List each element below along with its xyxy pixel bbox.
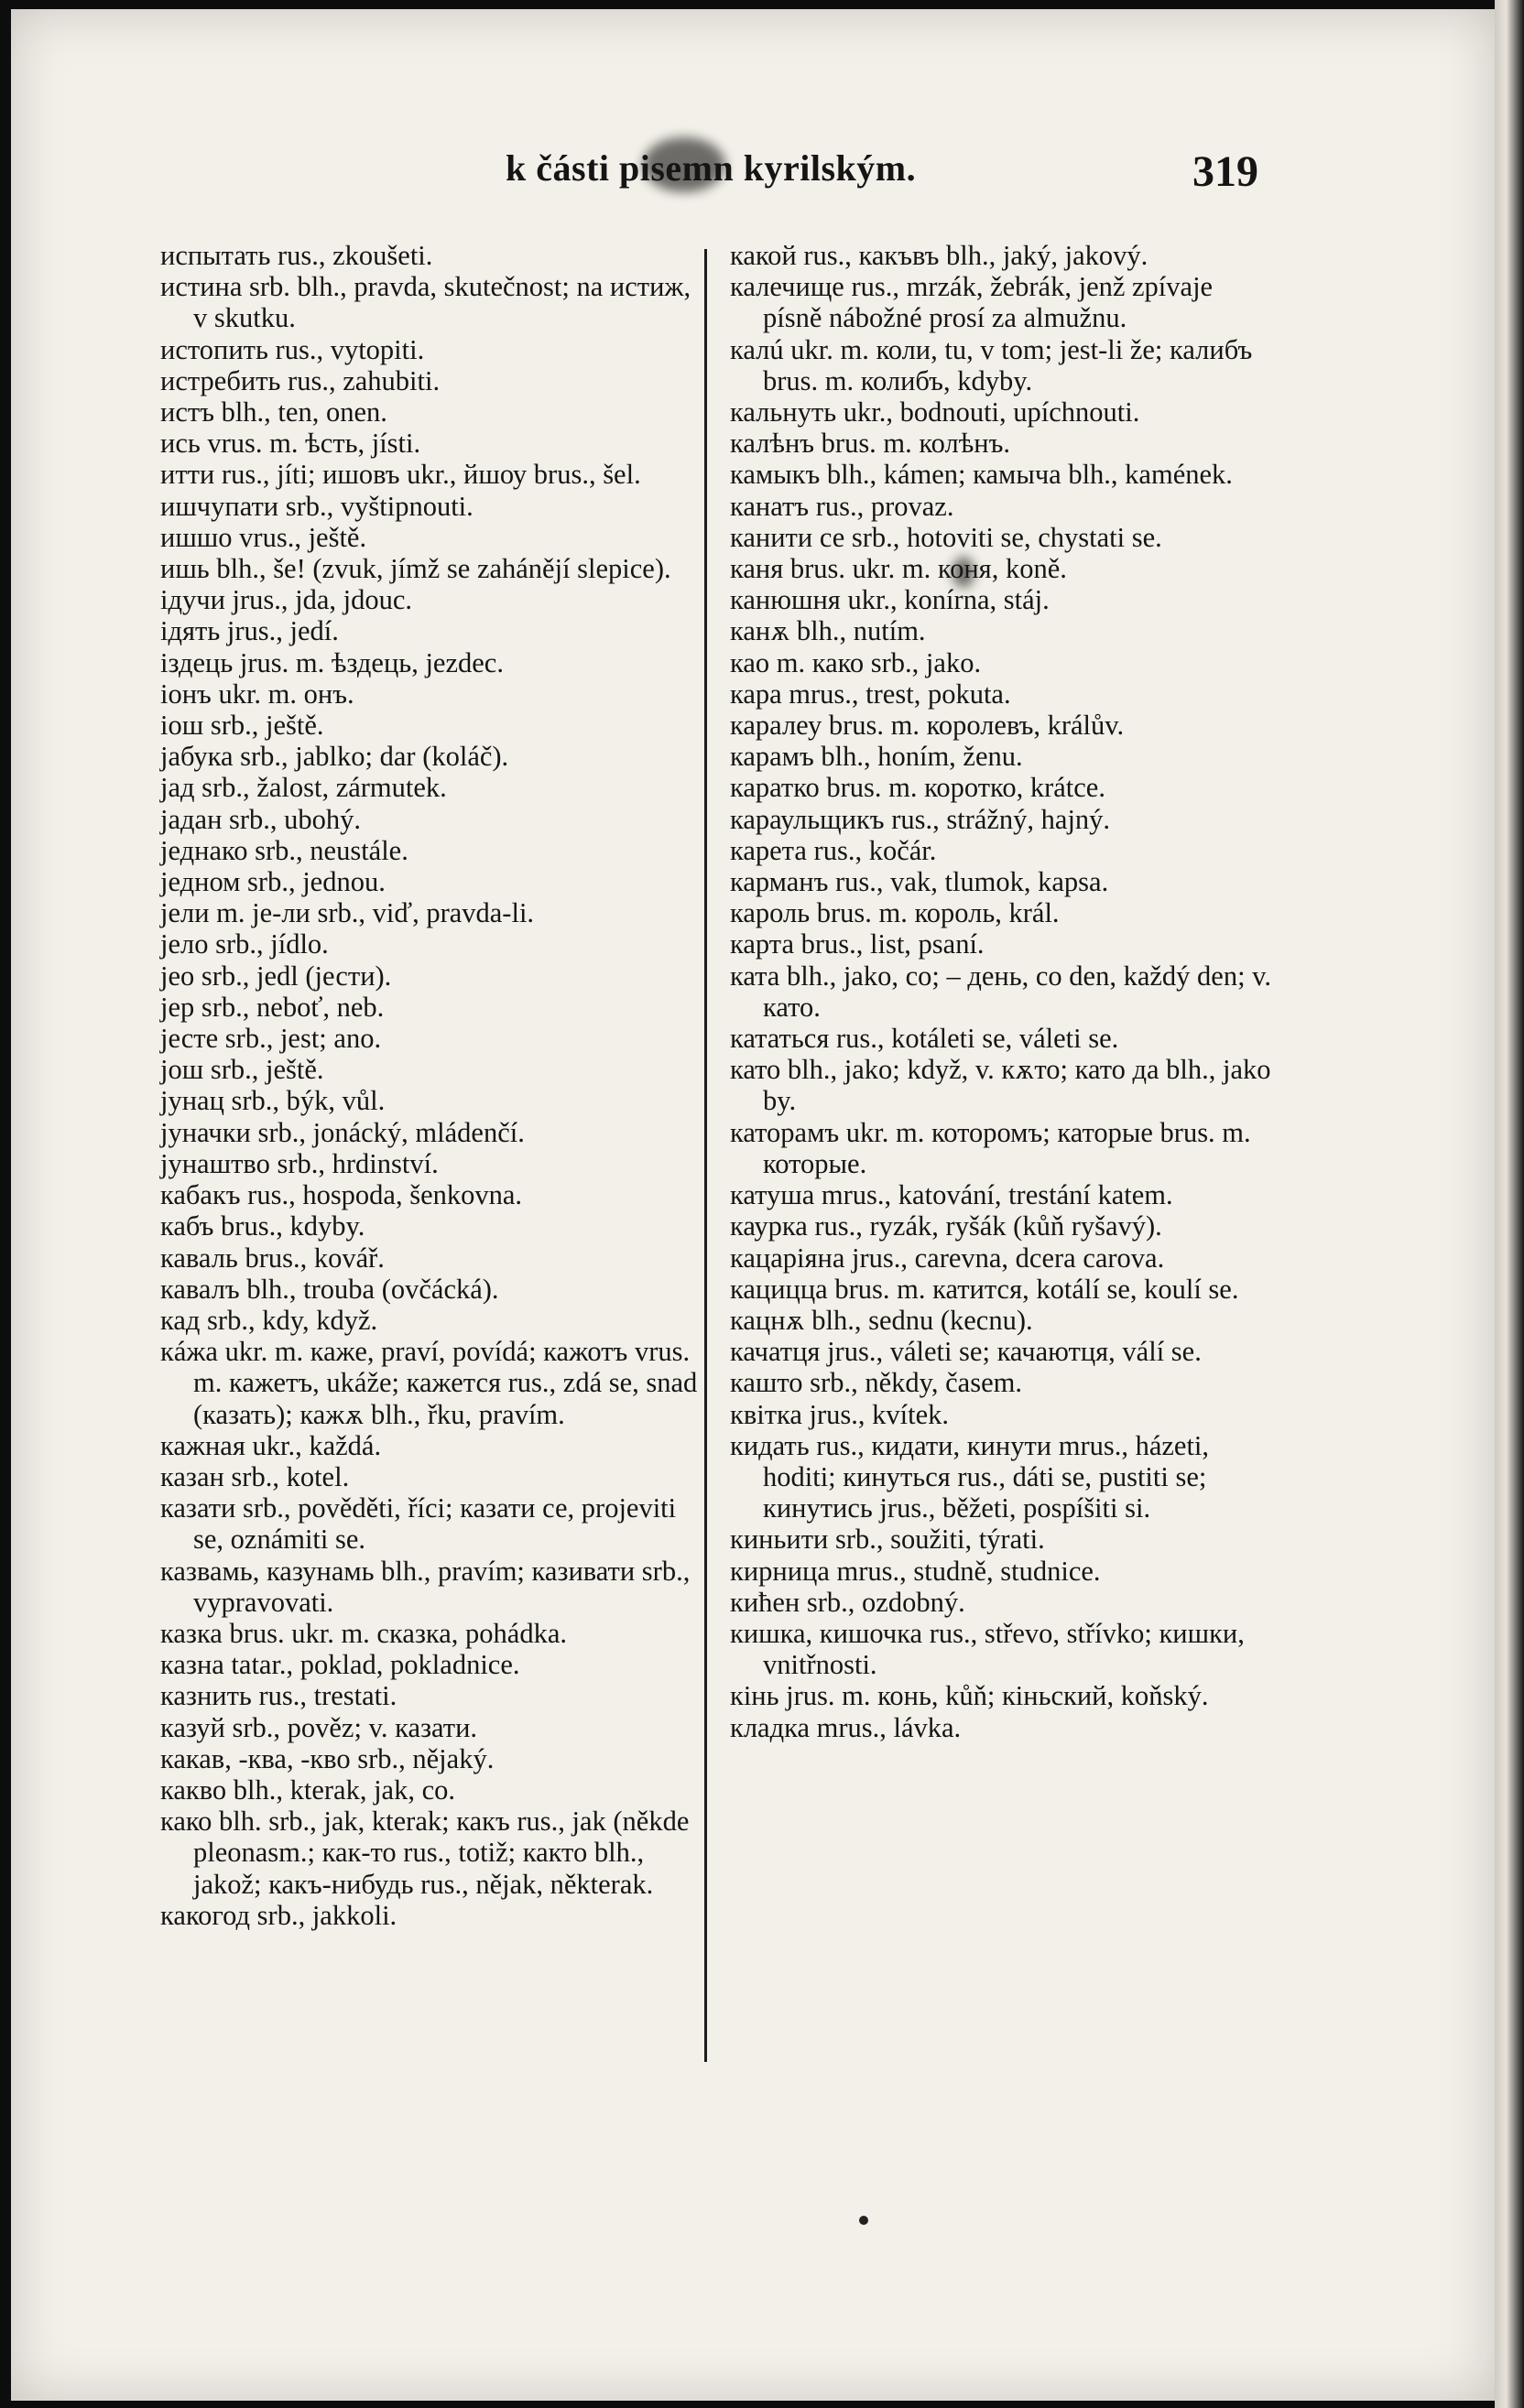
right-column <box>730 240 1275 1743</box>
dictionary-entry: кабакъ rus., hospoda, šenkovna. <box>160 1179 523 1211</box>
dictionary-entry: јело srb., jídlo. <box>160 928 329 960</box>
dictionary-entry: карта brus., list, psaní. <box>730 928 985 960</box>
dictionary-entry: казнить rus., trestati. <box>160 1680 397 1712</box>
dictionary-entry: кабъ brus., kdyby. <box>160 1210 365 1242</box>
dictionary-entry: јабука srb., jablko; dar (koláč). <box>160 741 509 773</box>
dictionary-entry: кароль brus. m. король, král. <box>730 897 1060 929</box>
dictionary-entry: канюшня ukr., konírna, stáj. <box>730 584 1050 616</box>
dictionary-entry: калú ukr. m. коли, tu, v tom; jest-li že; калибъ brus. m. колибъ, kdyby. <box>730 333 1253 396</box>
dictionary-entry: ишь blh., še! (zvuk, jímž se zahánějí slepice). <box>160 553 671 585</box>
scan-border <box>1495 0 1524 2408</box>
dictionary-entry: кидать rus., кидати, кинути mrus., házeti, hoditi; кинуться rus., dáti se, pustiti se; кинутись jrus., běžeti, pospíšiti si. <box>730 1429 1210 1524</box>
dictionary-entry: какав, -ква, -кво srb., nějaký. <box>160 1742 495 1774</box>
dictionary-entry: кацаріяна jrus., carevna, dcera carova. <box>730 1242 1165 1274</box>
dictionary-entry: јер srb., neboť, neb. <box>160 991 385 1023</box>
page-header <box>11 146 1495 201</box>
dictionary-entry: казати srb., pověděti, říci; казати се, projeviti se, oznámiti se. <box>160 1492 677 1556</box>
dictionary-entry: іздець jrus. m. ѣздець, jezdec. <box>160 646 504 678</box>
dictionary-entry: ишшо vrus., ještě. <box>160 521 367 553</box>
dictionary-entry: кад srb., kdy, když. <box>160 1304 378 1336</box>
dictionary-entry: кацнѫ blh., sednu (kecnu). <box>730 1304 1033 1336</box>
dictionary-entry: јунаштво srb., hrdinství. <box>160 1147 439 1179</box>
dictionary-entry: истопить rus., vytopiti. <box>160 333 425 365</box>
dictionary-entry: калечище rus., mrzák, žebrák, jenž zpívaje písně nábožné prosí za almužnu. <box>730 271 1214 334</box>
dictionary-entry: једнако srb., neustále. <box>160 834 408 866</box>
dictionary-entry: кићен srb., ozdobný. <box>730 1586 965 1618</box>
dictionary-entry: карета rus., kočár. <box>730 834 937 866</box>
dictionary-entry: истина srb. blh., pravda, skutečnost; na истиж, v skutku. <box>160 271 691 334</box>
dictionary-entry: казна tatar., poklad, pokladnice. <box>160 1649 520 1681</box>
dictionary-entry: какво blh., kterak, jak, co. <box>160 1773 456 1806</box>
running-title: k části pisemn kyrilským. <box>506 147 917 189</box>
dictionary-entry: качатця jrus., váleti se; качаютця, válí se. <box>730 1336 1202 1368</box>
dictionary-entry: кацицца brus. m. катится, kotálí se, koulí se. <box>730 1273 1239 1305</box>
dictionary-entry: ідучи jrus., jda, jdouc. <box>160 584 413 616</box>
dictionary-entry: казуй srb., pověz; v. казати. <box>160 1711 478 1743</box>
dictionary-entry: канѫ blh., nutím. <box>730 615 926 647</box>
dictionary-entry: карманъ rus., vak, tlumok, kapsa. <box>730 866 1109 898</box>
page-number: 319 <box>1192 147 1258 196</box>
dictionary-entry: јесте srb., jest; ano. <box>160 1023 382 1055</box>
dictionary-entry: канити се srb., hotoviti se, chystati se. <box>730 521 1162 553</box>
dictionary-entry: ись vrus. m. ѣсть, jísti. <box>160 428 421 460</box>
dictionary-entry: канатъ rus., provaz. <box>730 490 954 522</box>
dictionary-entry: казвамь, казунамь blh., pravím; казивати srb., vypravovati. <box>160 1555 691 1618</box>
dictionary-entry: ишчупати srb., vyštipnouti. <box>160 490 474 522</box>
stray-mark <box>859 2216 868 2225</box>
dictionary-entry: караульщикъ rus., strážný, hajný. <box>730 803 1111 835</box>
dictionary-entry: казан srb., kotel. <box>160 1460 350 1492</box>
dictionary-entry: јад srb., žalost, zármutek. <box>160 772 447 804</box>
dictionary-entry: каваль brus., kovář. <box>160 1242 385 1274</box>
dictionary-entry: катуша mrus., katování, trestání katem. <box>730 1179 1173 1211</box>
dictionary-entry: казка brus. ukr. m. сказка, pohádka. <box>160 1617 568 1649</box>
dictionary-entry: кататься rus., kotáleti se, váleti se. <box>730 1023 1119 1055</box>
dictionary-entry: ката blh., jako, co; – день, co den, každý den; v. като. <box>730 960 1272 1023</box>
dictionary-entry: квітка jrus., kvítek. <box>730 1398 950 1430</box>
dictionary-entry: като blh., jako; když, v. кѫто; като да blh., jako by. <box>730 1054 1271 1117</box>
dictionary-entry: истребить rus., zahubiti. <box>160 364 441 396</box>
dictionary-entry: іош srb., ještě. <box>160 710 324 742</box>
dictionary-entry: кладка mrus., lávka. <box>730 1711 962 1743</box>
dictionary-entry: јели m. je-ли srb., viď, pravda-li. <box>160 897 535 929</box>
dictionary-entry: каралеу brus. m. королевъ, králův. <box>730 710 1125 742</box>
dictionary-entry: кирница mrus., studně, studnice. <box>730 1555 1101 1587</box>
dictionary-entry: какой rus., какъвъ blh., jaký, jakový. <box>730 240 1148 271</box>
dictionary-entry: кашто srb., někdy, časem. <box>730 1367 1022 1399</box>
dictionary-entry: јео srb., jedl (јести). <box>160 960 392 992</box>
dictionary-entry: још srb., ještě. <box>160 1054 324 1086</box>
dictionary-entry: ідять jrus., jedí. <box>160 615 339 647</box>
dictionary-entry: кальнуть ukr., bodnouti, upíchnouti. <box>730 396 1140 428</box>
dictionary-entry: калѣнъ brus. m. колѣнъ. <box>730 428 1011 460</box>
dictionary-entry: јуначки srb., jonácký, mládenčí. <box>160 1116 525 1148</box>
dictionary-entry: каурка rus., ryzák, ryšák (kůň ryšavý). <box>730 1210 1162 1242</box>
dictionary-entry: каторамъ ukr. m. которомъ; каторые brus. m. которые. <box>730 1116 1251 1179</box>
dictionary-entry: једном srb., jednou. <box>160 866 386 898</box>
dictionary-entry: кишка, кишочка rus., střevo, střívko; кишки, vnitřnosti. <box>730 1617 1245 1681</box>
dictionary-entry: какогод srb., jakkoli. <box>160 1899 397 1931</box>
dictionary-entry: јунац srb., býk, vůl. <box>160 1085 386 1117</box>
book-page <box>11 9 1495 2401</box>
dictionary-entry: кавалъ blh., trouba (ovčácká). <box>160 1273 499 1305</box>
dictionary-entry: кáжа ukr. m. каже, praví, povídá; кажотъ vrus. m. кажетъ, ukáže; кажется rus., zdá se, snad (казать); кажѫ blh., řku, pravím. <box>160 1336 698 1430</box>
dictionary-entry: итти rus., jíti; ишовъ ukr., йшоу brus., šel. <box>160 459 641 491</box>
dictionary-entry: како blh. srb., jak, kterak; какъ rus., jak (někde pleonasm.; как-то rus., totiž; както blh., jakož; какъ-нибудь rus., nějak, některak. <box>160 1806 690 1900</box>
dictionary-entry: киньити srb., soužiti, týrati. <box>730 1524 1045 1556</box>
dictionary-entry: карамъ blh., honím, ženu. <box>730 741 1023 773</box>
dictionary-entry: јадан srb., ubohý. <box>160 803 362 835</box>
dictionary-entry: као m. како srb., jako. <box>730 646 982 678</box>
dictionary-entry: каратко brus. m. коротко, krátce. <box>730 772 1105 804</box>
dictionary-entry: іонъ ukr. m. онъ. <box>160 678 354 710</box>
dictionary-entry: кажная ukr., každá. <box>160 1429 382 1461</box>
dictionary-entry: кара mrus., trest, pokuta. <box>730 678 1011 710</box>
left-column <box>160 240 701 1931</box>
dictionary-entry: кінь jrus. m. конь, kůň; кіньский, koňský. <box>730 1680 1209 1712</box>
dictionary-entry: истъ blh., ten, onen. <box>160 396 387 428</box>
dictionary-entry: испытать rus., zkoušeti. <box>160 240 433 271</box>
column-divider <box>704 249 707 2062</box>
dictionary-entry: камыкъ blh., kámen; камыча blh., kamének. <box>730 459 1233 491</box>
dictionary-entry: каня brus. ukr. m. коня, koně. <box>730 553 1067 585</box>
